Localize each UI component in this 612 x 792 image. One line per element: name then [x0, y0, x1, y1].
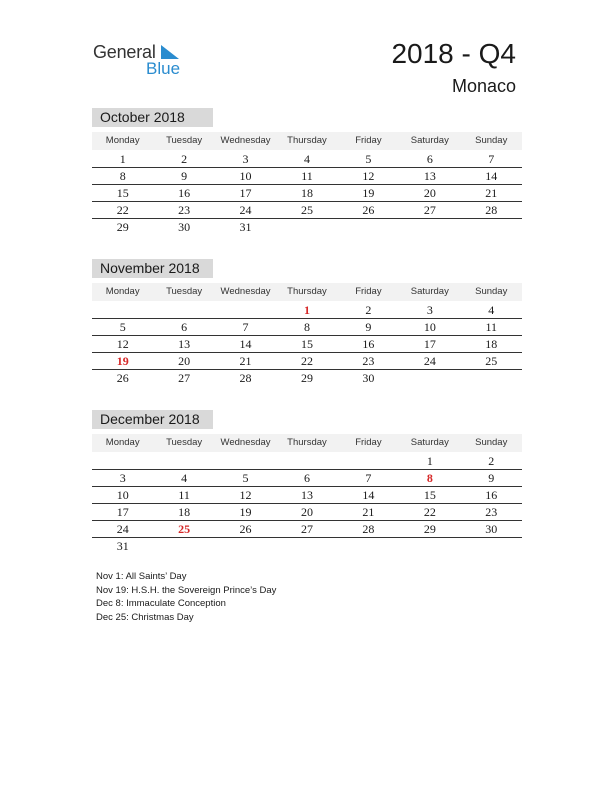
- day-cell: 23: [362, 354, 375, 368]
- day-cell: 2: [365, 303, 372, 317]
- month-grid: [92, 453, 522, 554]
- logo-triangle-icon: [161, 45, 179, 59]
- holiday-note: Dec 8: Immaculate Conception: [96, 598, 226, 609]
- day-cell: 29: [423, 522, 436, 536]
- week-row: [92, 202, 522, 219]
- weekday-label: Monday: [105, 437, 140, 448]
- day-cell: 8: [303, 320, 310, 334]
- day-cell: 26: [362, 203, 375, 217]
- month-header: October 2018: [92, 108, 213, 127]
- weekday-label: Wednesday: [220, 135, 271, 146]
- day-cell: [338, 219, 399, 235]
- weekday-label: Thursday: [287, 135, 327, 146]
- day-cell: [153, 538, 214, 554]
- day-cell: 30: [362, 371, 375, 385]
- day-cell: 12: [239, 488, 252, 502]
- week-row: [92, 168, 522, 185]
- day-cell: [461, 538, 522, 554]
- day-cell: 26: [116, 371, 129, 385]
- day-cell: [399, 538, 460, 554]
- day-cell: [215, 453, 276, 469]
- day-cell: 30: [178, 220, 191, 234]
- day-cell: 15: [300, 337, 313, 351]
- day-cell: 7: [488, 152, 495, 166]
- weekday-label: Sunday: [475, 286, 508, 297]
- day-cell: 20: [423, 186, 436, 200]
- day-cell: 11: [301, 169, 313, 183]
- holiday-day-cell: 1: [303, 303, 310, 317]
- day-cell: 25: [485, 354, 498, 368]
- day-cell: 22: [300, 354, 313, 368]
- day-cell: 1: [119, 152, 126, 166]
- day-cell: 19: [239, 505, 252, 519]
- day-cell: 24: [239, 203, 252, 217]
- month-header: November 2018: [92, 259, 213, 278]
- weekday-header: [92, 434, 522, 452]
- weekday-label: Monday: [105, 135, 140, 146]
- day-cell: [215, 538, 276, 554]
- day-cell: [399, 370, 460, 386]
- day-cell: 6: [181, 320, 188, 334]
- day-cell: [153, 453, 214, 469]
- day-cell: 22: [116, 203, 129, 217]
- day-cell: 16: [362, 337, 375, 351]
- weekday-label: Thursday: [287, 286, 327, 297]
- day-cell: 9: [181, 169, 188, 183]
- week-row: [92, 370, 522, 386]
- holiday-day-cell: 25: [178, 522, 191, 536]
- day-cell: 21: [485, 186, 498, 200]
- day-cell: 10: [239, 169, 252, 183]
- week-row: [92, 319, 522, 336]
- month-october: [92, 108, 522, 235]
- month-header: December 2018: [92, 410, 213, 429]
- week-row: [92, 521, 522, 538]
- day-cell: 18: [300, 186, 313, 200]
- day-cell: 7: [242, 320, 249, 334]
- day-cell: 12: [116, 337, 129, 351]
- week-row: [92, 538, 522, 554]
- day-cell: 29: [300, 371, 313, 385]
- day-cell: 3: [242, 152, 249, 166]
- day-cell: 27: [423, 203, 436, 217]
- week-row: [92, 185, 522, 202]
- day-cell: 9: [365, 320, 372, 334]
- month-november: [92, 259, 522, 386]
- day-cell: [92, 453, 153, 469]
- day-cell: [338, 538, 399, 554]
- week-row: [92, 302, 522, 319]
- day-cell: 8: [119, 169, 126, 183]
- day-cell: 24: [116, 522, 129, 536]
- day-cell: [153, 302, 214, 318]
- day-cell: [461, 370, 522, 386]
- day-cell: 28: [485, 203, 498, 217]
- day-cell: [276, 453, 337, 469]
- day-cell: 17: [116, 505, 129, 519]
- holiday-note: Dec 25: Christmas Day: [96, 611, 194, 623]
- day-cell: 4: [303, 152, 310, 166]
- day-cell: 1: [426, 454, 433, 468]
- weekday-header: [92, 283, 522, 301]
- day-cell: 2: [488, 454, 495, 468]
- weekday-label: Tuesday: [166, 135, 203, 146]
- day-cell: 23: [178, 203, 191, 217]
- day-cell: 6: [303, 471, 310, 485]
- day-cell: 6: [426, 152, 433, 166]
- weekday-label: Saturday: [410, 286, 449, 297]
- weekday-label: Saturday: [410, 437, 449, 448]
- page-title: 2018 - Q4: [391, 38, 516, 69]
- day-cell: 14: [239, 337, 252, 351]
- day-cell: 11: [485, 320, 498, 334]
- week-row: [92, 151, 522, 168]
- weekday-label: Wednesday: [220, 286, 271, 297]
- day-cell: 21: [239, 354, 252, 368]
- weekday-label: Sunday: [475, 135, 508, 146]
- day-cell: [92, 302, 153, 318]
- day-cell: 18: [485, 337, 498, 351]
- day-cell: 14: [362, 488, 375, 502]
- day-cell: 13: [300, 488, 313, 502]
- logo: [93, 42, 203, 82]
- day-cell: 29: [116, 220, 129, 234]
- weekday-label: Friday: [355, 286, 382, 297]
- month-grid: [92, 151, 522, 235]
- day-cell: 28: [362, 522, 375, 536]
- week-row: [92, 353, 522, 370]
- week-row: [92, 336, 522, 353]
- week-row: [92, 470, 522, 487]
- day-cell: 16: [485, 488, 498, 502]
- day-cell: 3: [426, 303, 433, 317]
- day-cell: [461, 219, 522, 235]
- day-cell: 2: [181, 152, 188, 166]
- day-cell: 27: [300, 522, 313, 536]
- weekday-label: Friday: [355, 437, 382, 448]
- weekday-label: Thursday: [287, 437, 327, 448]
- day-cell: 5: [242, 471, 249, 485]
- day-cell: 31: [116, 539, 129, 553]
- day-cell: 15: [116, 186, 129, 200]
- day-cell: 5: [365, 152, 372, 166]
- weekday-label: Monday: [105, 286, 140, 297]
- day-cell: 23: [485, 505, 498, 519]
- day-cell: 10: [116, 488, 129, 502]
- day-cell: [276, 219, 337, 235]
- day-cell: 27: [178, 371, 191, 385]
- country-name: Monaco: [451, 76, 516, 96]
- logo-word-blue: Blue: [146, 59, 181, 78]
- weekday-label: Tuesday: [166, 286, 203, 297]
- day-cell: 9: [488, 471, 495, 485]
- day-cell: 25: [300, 203, 313, 217]
- day-cell: [276, 538, 337, 554]
- day-cell: 15: [423, 488, 436, 502]
- day-cell: 4: [488, 303, 495, 317]
- day-cell: 24: [423, 354, 436, 368]
- day-cell: 5: [119, 320, 126, 334]
- weekday-label: Saturday: [410, 135, 449, 146]
- day-cell: 3: [119, 471, 126, 485]
- day-cell: 28: [239, 371, 252, 385]
- day-cell: 31: [239, 220, 252, 234]
- weekday-label: Friday: [355, 135, 382, 146]
- holiday-note: Nov 19: H.S.H. the Sovereign Prince’s Day: [96, 584, 277, 596]
- month-grid: [92, 302, 522, 386]
- holiday-day-cell: 8: [426, 471, 433, 485]
- holiday-notes: [96, 570, 276, 624]
- day-cell: 21: [362, 505, 375, 519]
- weekday-label: Wednesday: [220, 437, 271, 448]
- day-cell: 16: [178, 186, 191, 200]
- day-cell: 20: [178, 354, 191, 368]
- day-cell: 19: [362, 186, 375, 200]
- day-cell: 17: [239, 186, 252, 200]
- holiday-day-cell: 19: [116, 354, 129, 368]
- day-cell: 4: [181, 471, 188, 485]
- logo-word-general: General: [93, 42, 156, 62]
- day-cell: 22: [423, 505, 436, 519]
- day-cell: [338, 453, 399, 469]
- day-cell: 14: [485, 169, 498, 183]
- week-row: [92, 453, 522, 470]
- day-cell: 26: [239, 522, 252, 536]
- day-cell: 12: [362, 169, 375, 183]
- week-row: [92, 487, 522, 504]
- day-cell: [215, 302, 276, 318]
- day-cell: 20: [300, 505, 313, 519]
- day-cell: 13: [178, 337, 191, 351]
- holiday-note: Nov 1: All Saints’ Day: [96, 571, 187, 582]
- day-cell: 17: [423, 337, 436, 351]
- weekday-header: [92, 132, 522, 150]
- weekday-label: Tuesday: [166, 437, 203, 448]
- weekday-label: Sunday: [475, 437, 508, 448]
- day-cell: [399, 219, 460, 235]
- day-cell: 7: [365, 471, 372, 485]
- day-cell: 11: [178, 488, 190, 502]
- month-december: [92, 410, 522, 554]
- day-cell: 13: [423, 169, 436, 183]
- week-row: [92, 219, 522, 235]
- week-row: [92, 504, 522, 521]
- day-cell: 10: [423, 320, 436, 334]
- day-cell: 30: [485, 522, 498, 536]
- day-cell: 18: [178, 505, 191, 519]
